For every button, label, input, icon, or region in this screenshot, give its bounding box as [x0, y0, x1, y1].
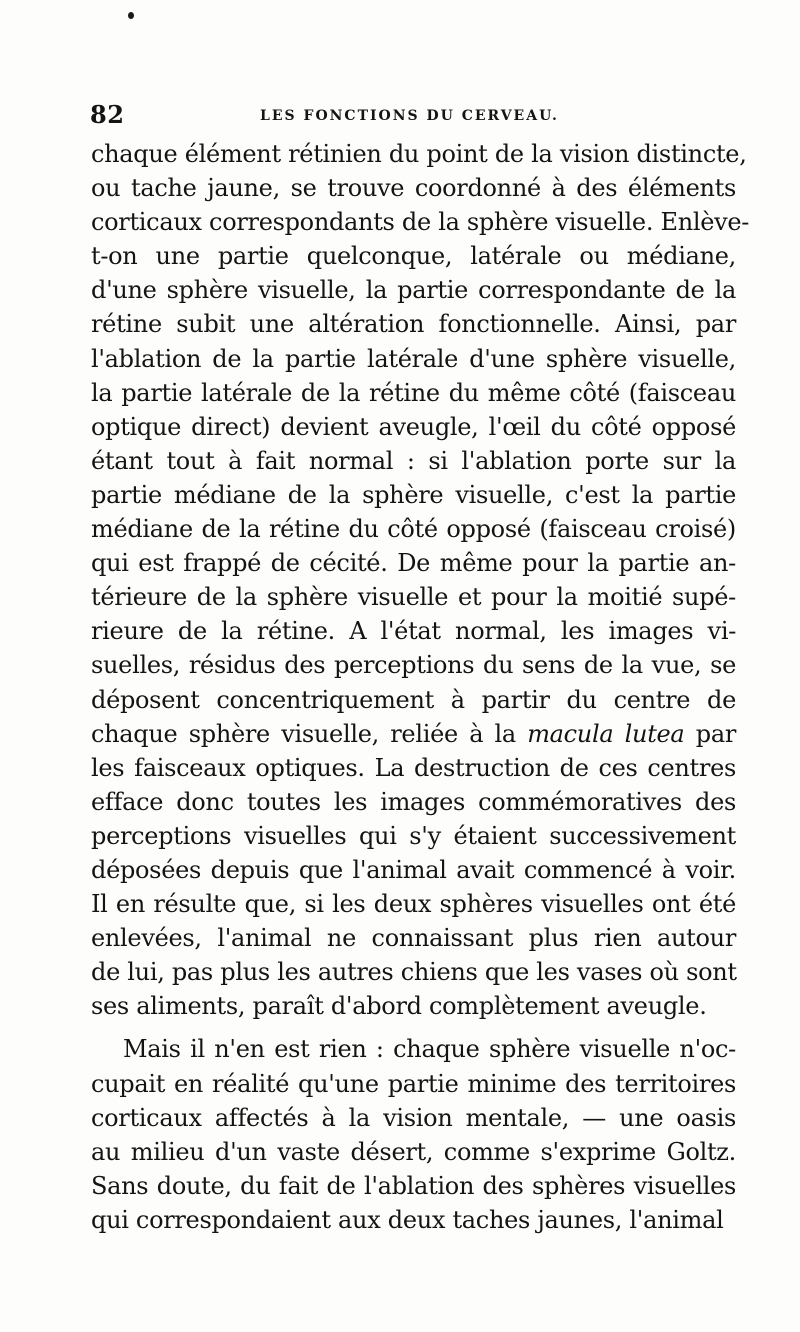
text-line: ou tache jaune, se trouve coordonné à des éléments — [91, 174, 736, 203]
text-line: qui correspondaient aux deux taches jaunes, l'animal — [91, 1205, 724, 1234]
text-line: ses aliments, paraît d'abord complètement aveugle. — [91, 992, 707, 1021]
text-line: partie médiane de la sphère visuelle, c'est la partie — [91, 480, 736, 509]
text-line: térieure de la sphère visuelle et pour la moitié supé- — [91, 583, 736, 612]
text-run: chaque sphère visuelle, reliée à la — [91, 719, 528, 748]
body-text — [91, 137, 750, 1237]
text-line: la partie latérale de la rétine du même côté (faisceau — [91, 378, 736, 407]
page-number: 82 — [90, 100, 125, 129]
text-line: corticaux affectés à la vision mentale, — une oasis — [91, 1103, 736, 1132]
text-line: efface donc toutes les images commémoratives des — [91, 787, 736, 816]
text-line: t-on une partie quelconque, latérale ou médiane, — [91, 242, 736, 271]
text-line: Mais il n'en est rien : chaque sphère visuelle n'oc- — [123, 1035, 736, 1064]
text-line: d'une sphère visuelle, la partie correspondante de la — [91, 276, 736, 305]
ink-speck — [128, 12, 134, 19]
text-line: rétine subit une altération fonctionnelle. Ainsi, par — [91, 310, 736, 339]
text-line: rieure de la rétine. A l'état normal, les images vi- — [91, 617, 736, 646]
text-line: au milieu d'un vaste désert, comme s'exprime Goltz. — [91, 1137, 736, 1166]
running-title: LES FONCTIONS DU CERVEAU. — [260, 108, 559, 124]
text-line — [91, 717, 736, 751]
text-line: déposent concentriquement à partir du centre de — [91, 685, 736, 714]
text-line: de lui, pas plus les autres chiens que les vases où sont — [91, 958, 737, 987]
text-line: l'ablation de la partie latérale d'une sphère visuelle, — [91, 344, 736, 373]
text-line: corticaux correspondants de la sphère visuelle. Enlève- — [91, 208, 750, 237]
italic-term: macula lutea — [527, 719, 685, 748]
text-line: chaque élément rétinien du point de la vision distincte, — [91, 140, 747, 168]
paragraph-1 — [91, 137, 750, 1023]
text-line: déposées depuis que l'animal avait commencé à voir. — [91, 855, 736, 884]
page-header — [90, 100, 736, 130]
text-line: étant tout à fait normal : si l'ablation porte sur la — [91, 446, 736, 475]
text-run: par — [684, 719, 737, 748]
text-line: qui est frappé de cécité. De même pour la partie an- — [91, 549, 736, 578]
text-line: optique direct) devient aveugle, l'œil du côté opposé — [91, 412, 736, 441]
paragraph-2 — [91, 1032, 736, 1237]
text-line: médiane de la rétine du côté opposé (faisceau croisé) — [91, 515, 736, 544]
text-line: cupait en réalité qu'une partie minime des territoires — [91, 1069, 736, 1098]
text-line: les faisceaux optiques. La destruction de ces centres — [91, 753, 736, 782]
text-line: suelles, résidus des perceptions du sens de la vue, se — [91, 651, 736, 680]
paragraph-gap — [91, 1023, 736, 1032]
text-line: perceptions visuelles qui s'y étaient successivement — [91, 821, 736, 850]
text-line: Il en résulte que, si les deux sphères visuelles ont été — [91, 890, 736, 919]
text-line: Sans doute, du fait de l'ablation des sphères visuelles — [91, 1171, 736, 1200]
text-line: enlevées, l'animal ne connaissant plus rien autour — [91, 924, 736, 953]
